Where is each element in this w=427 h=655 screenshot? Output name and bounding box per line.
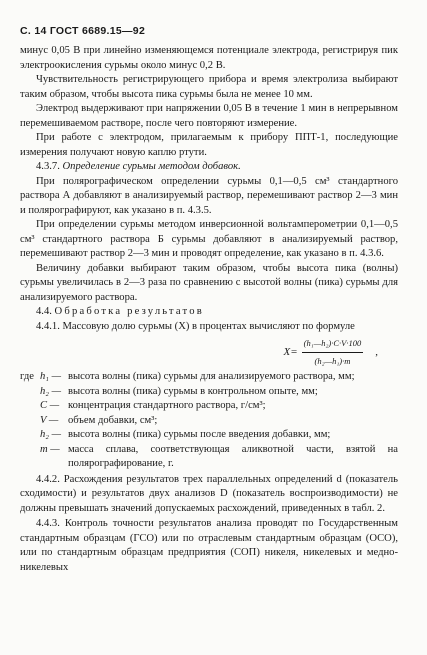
paragraph-4-4-2: 4.4.2. Расхождения результатов трех параллельных определений d (показатель сходимости) и результатов двух анализов D (показатель воспроизводимости) не должны превышать значений допускаемых расхождений, приведенных в табл. 2. <box>20 473 398 514</box>
paragraph-sensitivity: Чувствительность регистрирующего прибора и время электролиза выбирают таким образом, чтобы высота пика сурьмы была не менее 10 мм. <box>20 74 398 100</box>
definition-row <box>20 370 398 385</box>
section-title: Определение сурьмы методом добавок. <box>62 161 241 172</box>
definition-text: высота волны (пика) сурьмы для анализируемого раствора, мм; <box>68 371 355 382</box>
formula-denominator: (h₂—h₁)·m <box>314 355 351 366</box>
paragraph-voltammetry: При определении сурьмы методом инверсионной вольтамперометрии 0,1—0,5 см³ стандартного раствора Б сурьмы добавляют в анализируемый раствор, перемешивают раствор 2—3 мин и проводят определение, как указано в п. 4.3.6. <box>20 219 398 259</box>
section-4-4-heading <box>20 305 398 320</box>
paragraph-continuation: минус 0,05 В при линейно изменяющемся потенциале электрода, регистрируя пик электроокисления сурьмы около минус 0,2 В. <box>20 45 398 71</box>
formula-fraction <box>302 336 364 368</box>
definition-row <box>20 399 398 414</box>
definition-text: концентрация стандартного раствора, г/см³; <box>68 400 266 411</box>
definition-symbol: h₂ — <box>40 429 62 440</box>
paragraph-ppt1: При работе с электродом, прилагаемым к прибору ППТ-1, последующие измерения получают новую каплю ртути. <box>20 132 398 158</box>
definition-text: масса сплава, соответствующая аликвотной части, взятой на полярографирование, г. <box>68 443 398 469</box>
definition-symbol: h₁ — <box>40 371 62 382</box>
formula-lhs: X= <box>283 345 298 358</box>
definition-lead <box>20 443 40 472</box>
definition-text: объем добавки, см³; <box>68 414 158 426</box>
formula-trail: , <box>375 345 378 358</box>
formula-definitions <box>20 370 398 472</box>
document-body <box>20 44 398 575</box>
formula-numerator: (h₁—h₂)·C·V·100 <box>302 336 364 353</box>
section-title: Обработка результатов <box>54 306 204 317</box>
section-4-3-7-heading <box>20 160 398 175</box>
definition-lead <box>20 385 40 400</box>
formula <box>20 336 398 368</box>
definition-symbol: h₂ — <box>40 385 62 397</box>
paragraph-polarographic: При полярографическом определении сурьмы 0,1—0,5 см³ стандартного раствора А добавляют в анализируемый раствор, перемешивают раствор 2—3 мин и полярографируют, как указано в п. 4.3.5. <box>20 175 398 216</box>
definition-text: высота волны (пика) сурьмы в контрольном опыте, мм; <box>68 385 318 397</box>
definition-symbol: m — <box>40 443 60 455</box>
paragraph-4-4-3: 4.4.3. Контроль точности результатов анализа проводят по Государственным стандартным образцам (ГСО) или по отраслевым стандартным образцам (ОСО), или по стандартным образцам предприятия (СОП) никеля, никелевых и медно-никелевых <box>20 518 398 573</box>
definition-symbol: V — <box>40 414 59 426</box>
definition-row <box>20 443 398 472</box>
section-number: 4.3.7. <box>36 161 60 172</box>
paragraph-4-4-1: 4.4.1. Массовую долю сурьмы (X) в процентах вычисляют по формуле <box>36 320 355 332</box>
paragraph-addition-size: Величину добавки выбирают таким образом, чтобы высота пика (волны) сурьмы увеличилась в 2—3 раза по сравнению с высотой волны (пика) сурьмы для анализируемого раствора. <box>20 262 398 303</box>
page-header: С. 14 ГОСТ 6689.15—92 <box>20 25 146 37</box>
definition-lead: где <box>20 371 34 382</box>
section-number: 4.4. <box>36 306 52 317</box>
definition-symbol: C — <box>40 400 60 411</box>
definition-lead <box>20 428 40 443</box>
definition-text: высота волны (пика) сурьмы после введения добавки, мм; <box>68 429 331 440</box>
definition-row <box>20 428 398 443</box>
paragraph-electrode: Электрод выдерживают при напряжении 0,05 В в течение 1 мин в непрерывном перемешиваемом растворе, после чего повторяют измерение. <box>20 103 398 129</box>
definition-row <box>20 385 398 400</box>
definition-row <box>20 414 398 429</box>
definition-lead <box>20 414 40 429</box>
definition-lead <box>20 399 40 414</box>
